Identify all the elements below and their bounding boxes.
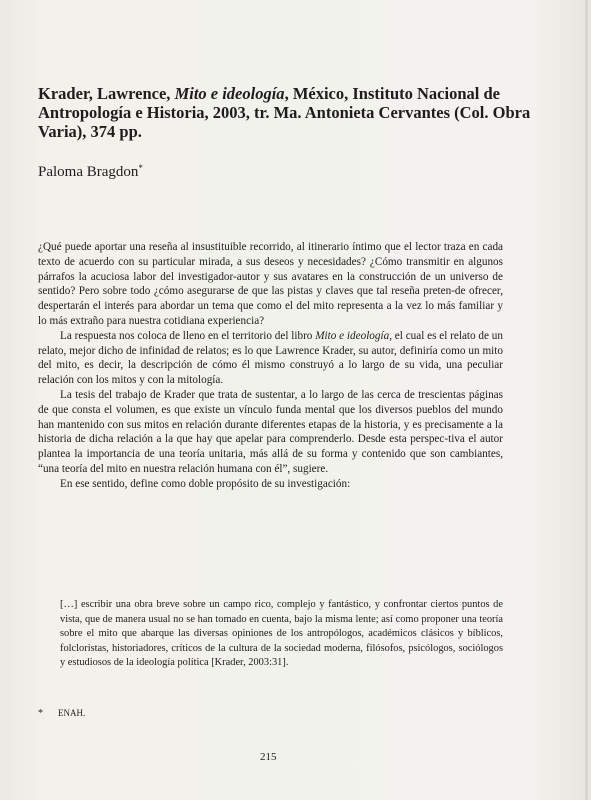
footnote-mark: * [38, 708, 43, 719]
paragraph-3: La tesis del trabajo de Krader que trata de sustentar, a lo largo de las cerca de trescientas páginas de que consta el volumen, es que existe un vínculo funda mental que los diversos pueblos del mundo han mantenido con sus mitos en relación durante diferentes etapas de la historia, y es precisamente a la historia de dicha relación a la que hay que apelar para comprenderlo. Desde esta perspec-tiva el autor plantea la importancia de una teoría unitaria, más allá de su forma y contenido que son cambiantes, “una teoría del mito en nuestra relación humana con él”, sugiere. [38, 388, 503, 475]
scan-edge [585, 0, 588, 800]
paragraph-4: En ese sentido, define como doble propósito de su investigación: [60, 477, 351, 490]
author-footnote-mark: * [138, 163, 143, 173]
paragraph-2 [38, 329, 503, 388]
title-book-italic: Mito e ideología [174, 84, 285, 103]
paragraph-1: ¿Qué puede aportar una reseña al insustituible recorrido, al itinerario íntimo que el lector traza en cada texto de acuerdo con su particular mirada, a sus deseos y necesidades? ¿Cómo transmitir en algunos párrafos la acuciosa labor del investigador-autor y sus avatares en la construcción de un universo de sentido? Pero sobre todo ¿cómo asegurarse de que las pistas y claves que tal reseña preten-de ofrecer, despertarán el interés para abordar un tema que como el del mito representa a la vez lo más familiar y lo más extraño para nuestra cotidiana experiencia? [38, 241, 503, 327]
review-author [38, 163, 143, 181]
author-name: Paloma Bragdon [38, 164, 139, 180]
footnote [38, 708, 85, 719]
review-title [38, 84, 538, 141]
title-author-part: Krader, Lawrence, [38, 84, 175, 103]
paragraph-2-book-title: Mito e ideología [315, 329, 390, 342]
paragraph-2-start: La respuesta nos coloca de lleno en el territorio del libro [60, 329, 316, 342]
review-body [38, 240, 503, 492]
page-number: 215 [260, 751, 277, 763]
title-publication-part: , México, Instituto Nacional de Antropología e Historia, 2003, tr. Ma. Antonieta Cervantes (Col. Obra Varia), 374 pp. [38, 84, 531, 141]
block-quote: […] escribir una obra breve sobre un campo rico, complejo y fantástico, y confrontar ciertos puntos de vista, que de manera usual no se han tomado en cuenta, bajo la misma lente; así como proponer una teoría sobre el mito que abarque las diversas opiniones de los antropólogos, académicos clásicos y bíblicos, folcloristas, historiadores, críticos de la cultura de la sociedad moderna, filósofos, psicólogos, sociólogos y estudiosos de la ideología política [Krader, 2003:31]. [60, 599, 503, 669]
footnote-text: ENAH. [58, 708, 86, 718]
paragraph-2-end: , el cual es el relato de un relato, mejor dicho de infinidad de relatos; es lo que Lawrence Krader, su autor, definiría como un mito del mito, es decir, la descripción de cómo él mismo construyó a lo largo de su vida, una peculiar relación con los mitos y con la mitología. [38, 329, 503, 387]
